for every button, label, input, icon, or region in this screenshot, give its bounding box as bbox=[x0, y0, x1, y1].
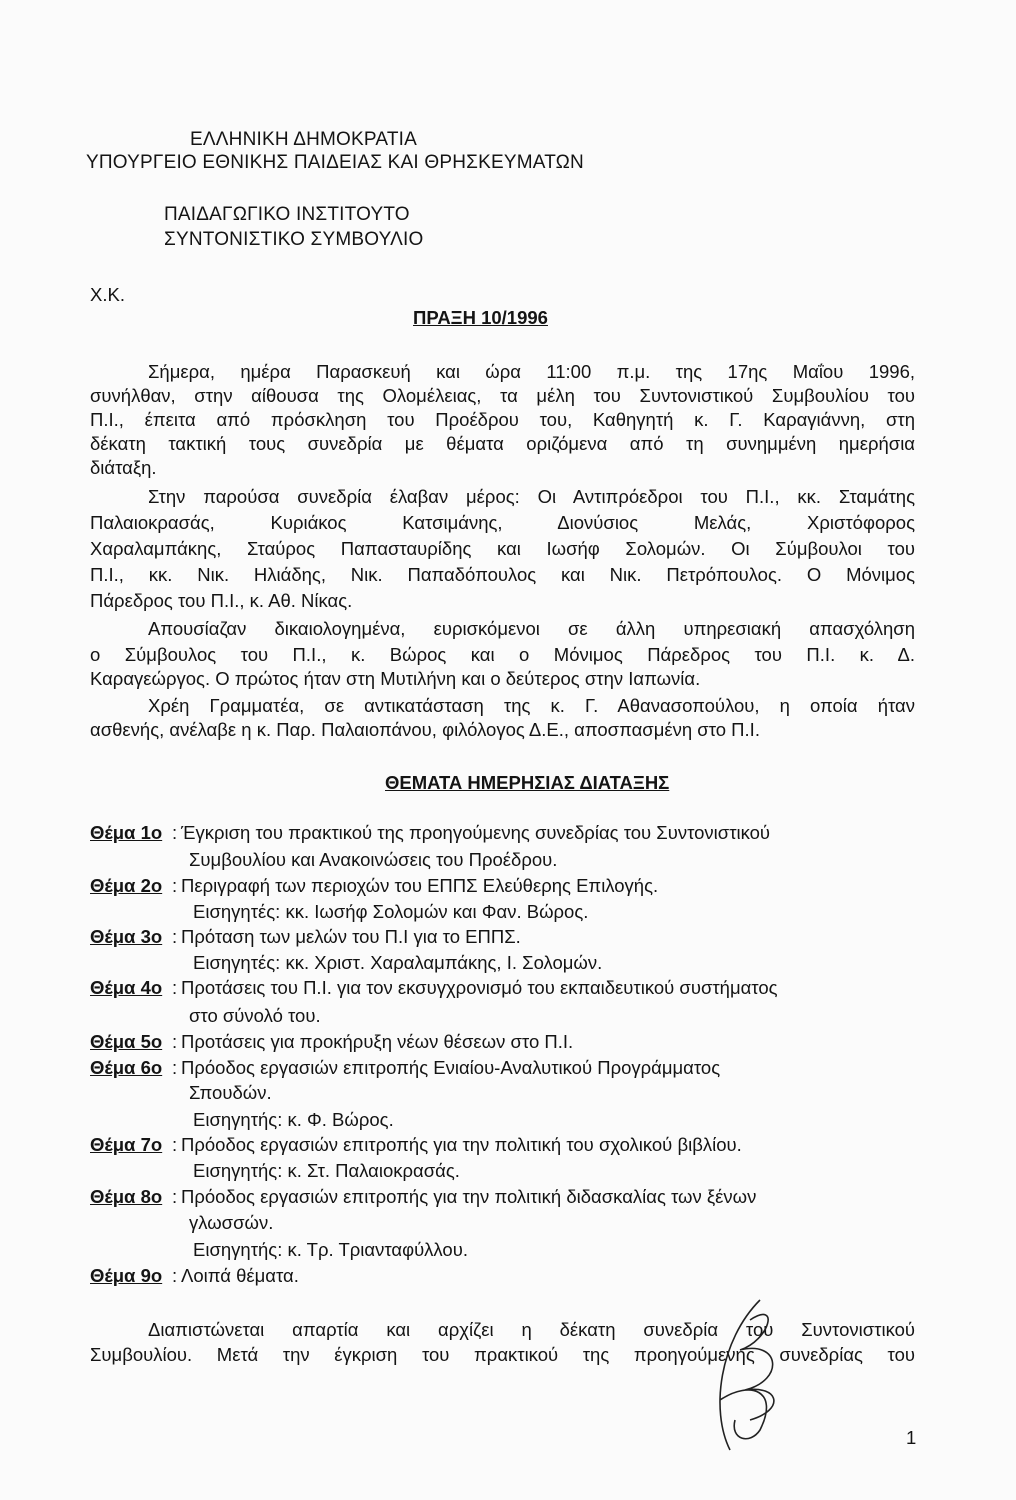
agenda-colon: : bbox=[172, 1265, 178, 1286]
agenda-item-text: Εισηγητής: κ. Φ. Βώρος. bbox=[193, 1109, 394, 1130]
agenda-item-text: Λοιπά θέματα. bbox=[181, 1265, 299, 1286]
closing-line: Συμβουλίου. Μετά την έγκριση του πρακτικού της προηγούμενης συνεδρίας του bbox=[90, 1344, 915, 1365]
signature bbox=[690, 1280, 810, 1460]
agenda-colon: : bbox=[172, 926, 178, 947]
agenda-colon: : bbox=[172, 1057, 178, 1078]
agenda-item-text: Συμβουλίου και Ανακοινώσεις του Προέδρου. bbox=[189, 849, 558, 870]
paragraph-line: Π.Ι., κκ. Νικ. Ηλιάδης, Νικ. Παπαδόπουλος και Νικ. Πετρόπουλος. Ο Μόνιμος bbox=[90, 564, 915, 585]
paragraph-line: Χρέη Γραμματέα, σε αντικατάσταση της κ. Γ. Αθανασοπούλου, η οποία ήταν bbox=[148, 695, 915, 716]
document-title: ΠΡΑΞΗ 10/1996 bbox=[413, 307, 548, 328]
paragraph-line: Καραγεώργος. Ο πρώτος ήταν στη Μυτιλήνη και ο δεύτερος στην Ιαπωνία. bbox=[90, 668, 701, 689]
agenda-item-label: Θέμα 2ο bbox=[90, 875, 163, 896]
agenda-colon: : bbox=[172, 977, 178, 998]
agenda-item-text: Εισηγητές: κκ. Χριστ. Χαραλαμπάκης, Ι. Σολομών. bbox=[193, 952, 603, 973]
agenda-item-text: Σπουδών. bbox=[189, 1082, 272, 1103]
agenda-item-text: Έγκριση του πρακτικού της προηγούμενης συνεδρίας του Συντονιστικού bbox=[181, 822, 771, 843]
header-institute: ΠΑΙΔΑΓΩΓΙΚΟ ΙΝΣΤΙΤΟΥΤΟ bbox=[164, 204, 410, 225]
closing-line: Διαπιστώνεται απαρτία και αρχίζει η δέκατη συνεδρία του Συντονιστικού bbox=[148, 1319, 915, 1340]
header-council: ΣΥΝΤΟΝΙΣΤΙΚΟ ΣΥΜΒΟΥΛΙΟ bbox=[164, 229, 424, 250]
paragraph-line: Π.Ι., έπειτα από πρόσκληση του Προέδρου του, Καθηγητή κ. Γ. Καραγιάννη, στη bbox=[90, 409, 915, 430]
agenda-colon: : bbox=[172, 822, 178, 843]
agenda-colon: : bbox=[172, 1186, 178, 1207]
header-ministry: ΥΠΟΥΡΓΕΙΟ ΕΘΝΙΚΗΣ ΠΑΙΔΕΙΑΣ ΚΑΙ ΘΡΗΣΚΕΥΜΑΤΩΝ bbox=[86, 152, 584, 173]
paragraph-line: Παλαιοκρασάς, Κυριάκος Κατσιμάνης, Διονύσιος Μελάς, Χριστόφορος bbox=[90, 512, 915, 533]
agenda-item-text: Πρόοδος εργασιών επιτροπής για την πολιτική διδασκαλίας των ξένων bbox=[181, 1186, 757, 1207]
agenda-item-text: γλωσσών. bbox=[189, 1212, 274, 1233]
header-republic: ΕΛΛΗΝΙΚΗ ΔΗΜΟΚΡΑΤΙΑ bbox=[190, 129, 417, 150]
agenda-item-text: Πρόοδος εργασιών επιτροπής για την πολιτική του σχολικού βιβλίου. bbox=[181, 1134, 742, 1155]
agenda-item-text: Πρόοδος εργασιών επιτροπής Ενιαίου-Αναλυτικού Προγράμματος bbox=[181, 1057, 721, 1078]
agenda-item-label: Θέμα 7ο bbox=[90, 1134, 163, 1155]
agenda-item-label: Θέμα 1ο bbox=[90, 822, 163, 843]
agenda-colon: : bbox=[172, 1134, 178, 1155]
agenda-item-text: Προτάσεις για προκήρυξη νέων θέσεων στο Π.Ι. bbox=[181, 1031, 574, 1052]
paragraph-line: Σήμερα, ημέρα Παρασκευή και ώρα 11:00 π.μ. της 17ης Μαΐου 1996, bbox=[148, 361, 915, 382]
paragraph-line: Στην παρούσα συνεδρία έλαβαν μέρος: Οι Αντιπρόεδροι του Π.Ι., κκ. Σταμάτης bbox=[148, 486, 915, 507]
agenda-item-label: Θέμα 5ο bbox=[90, 1031, 163, 1052]
agenda-item-text: Εισηγητές: κκ. Ιωσήφ Σολομών και Φαν. Βώρος. bbox=[193, 901, 589, 922]
agenda-item-label: Θέμα 4ο bbox=[90, 977, 163, 998]
agenda-colon: : bbox=[172, 1031, 178, 1052]
agenda-item-label: Θέμα 3ο bbox=[90, 926, 163, 947]
paragraph-line: ασθενής, ανέλαβε η κ. Παρ. Παλαιοπάνου, φιλόλογος Δ.Ε., αποσπασμένη στο Π.Ι. bbox=[90, 719, 760, 740]
paragraph-line: Χαραλαμπάκης, Σταύρος Παπασταυρίδης και Ιωσήφ Σολομών. Οι Σύμβουλοι του bbox=[90, 538, 915, 559]
page-number: 1 bbox=[906, 1427, 917, 1448]
agenda-item-text: Εισηγητής: κ. Τρ. Τριανταφύλλου. bbox=[193, 1239, 468, 1260]
paragraph-line: ο Σύμβουλος του Π.Ι., κ. Βώρος και ο Μόνιμος Πάρεδρος του Π.Ι. κ. Δ. bbox=[90, 644, 915, 665]
agenda-item-label: Θέμα 9ο bbox=[90, 1265, 163, 1286]
agenda-item-text: Πρόταση των μελών του Π.Ι για το ΕΠΠΣ. bbox=[181, 926, 521, 947]
agenda-item-text: Προτάσεις του Π.Ι. για τον εκσυγχρονισμό του εκπαιδευτικού συστήματος bbox=[181, 977, 778, 998]
agenda-item-text: Εισηγητής: κ. Στ. Παλαιοκρασάς. bbox=[193, 1160, 460, 1181]
agenda-item-label: Θέμα 8ο bbox=[90, 1186, 163, 1207]
paragraph-line: διάταξη. bbox=[90, 457, 157, 478]
paragraph-line: Απουσίαζαν δικαιολογημένα, ευρισκόμενοι σε άλλη υπηρεσιακή απασχόληση bbox=[148, 618, 915, 639]
agenda-item-text: στο σύνολό του. bbox=[189, 1005, 321, 1026]
initials: Χ.Κ. bbox=[90, 284, 125, 305]
agenda-colon: : bbox=[172, 875, 178, 896]
agenda-heading: ΘΕΜΑΤΑ ΗΜΕΡΗΣΙΑΣ ΔΙΑΤΑΞΗΣ bbox=[385, 772, 670, 793]
paragraph-line: δέκατη τακτική τους συνεδρία με θέματα οριζόμενα από τη συνημμένη ημερήσια bbox=[90, 433, 915, 454]
agenda-item-label: Θέμα 6ο bbox=[90, 1057, 163, 1078]
paragraph-line: συνήλθαν, στην αίθουσα της Ολομέλειας, τα μέλη του Συντονιστικού Συμβουλίου του bbox=[90, 385, 915, 406]
paragraph-line: Πάρεδρος του Π.Ι., κ. Αθ. Νίκας. bbox=[90, 590, 353, 611]
agenda-item-text: Περιγραφή των περιοχών του ΕΠΠΣ Ελεύθερης Επιλογής. bbox=[181, 875, 659, 896]
